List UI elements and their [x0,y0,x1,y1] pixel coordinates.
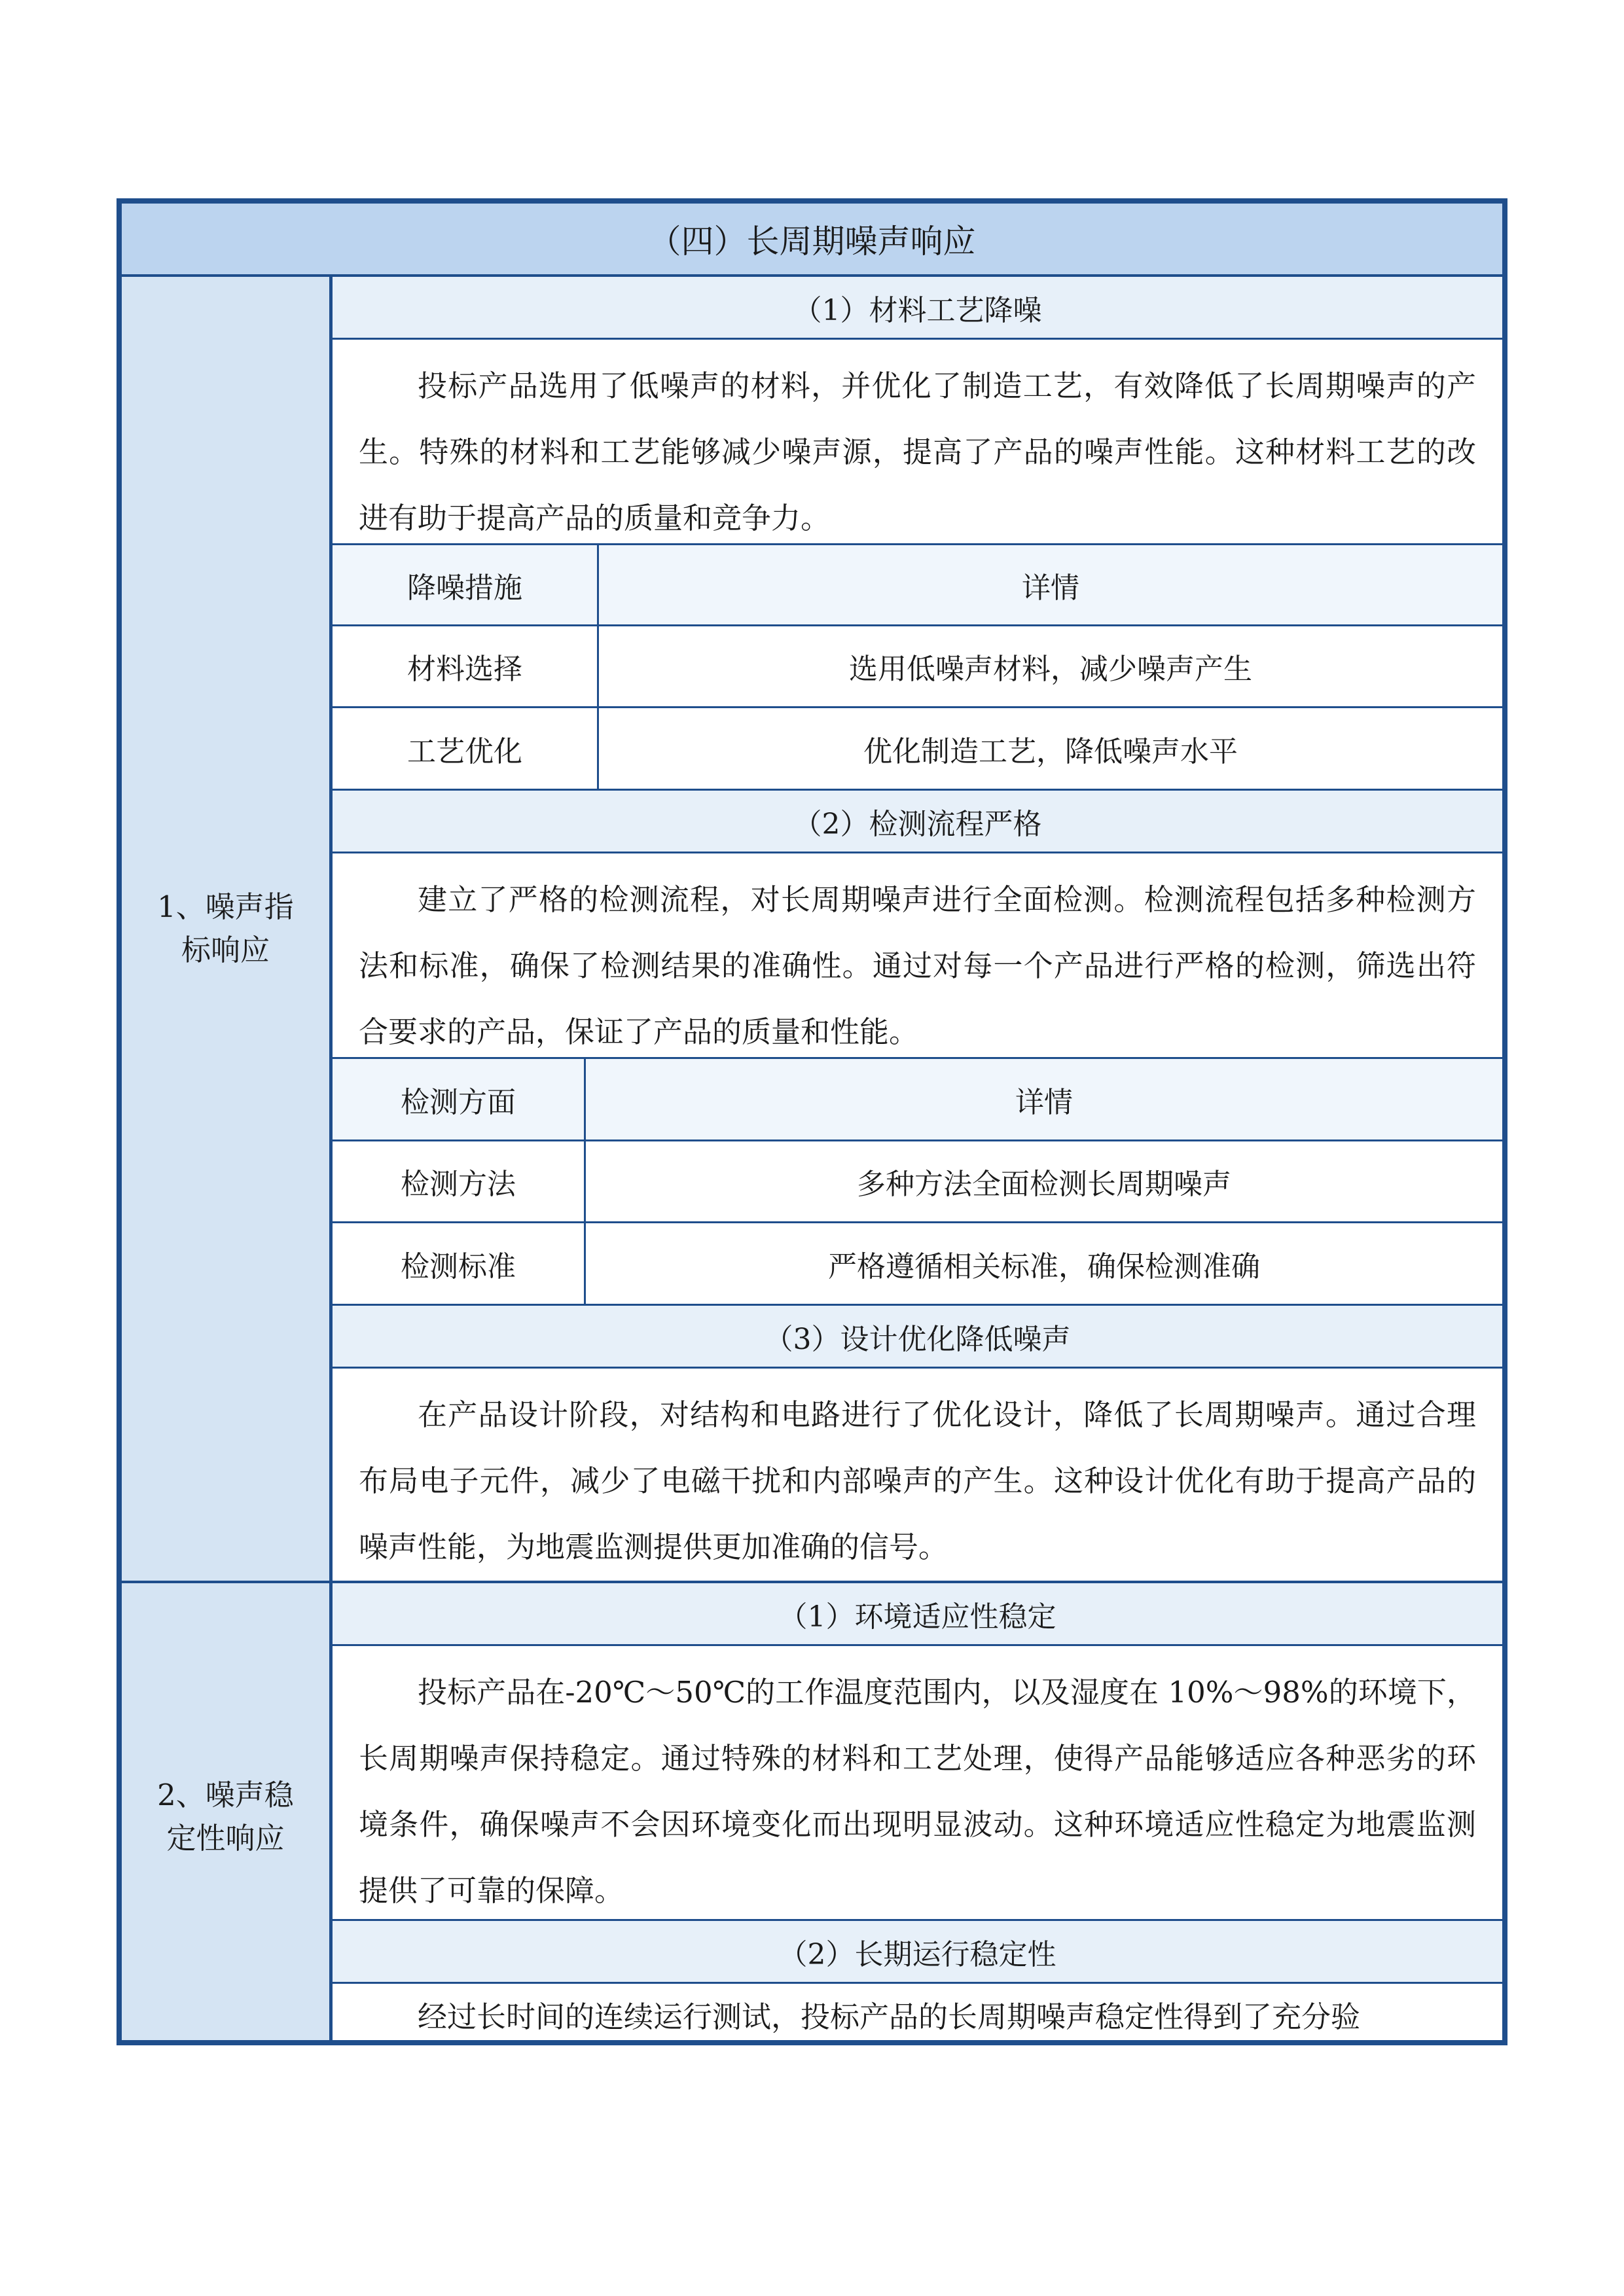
subheading-material-process: （1）材料工艺降噪 [333,277,1502,340]
section-label-noise-stability [122,1583,333,2045]
section-label-text: 2、噪声稳定性响应 [157,1778,294,1856]
subheading-environment-stability: （1）环境适应性稳定 [333,1583,1502,1646]
section-label-noise-index [122,277,333,1583]
paragraph-environment-stability: 投标产品在-20℃～50℃的工作温度范围内，以及湿度在 10%～98%的环境下，长周期噪声保持稳定。通过特殊的材料和工艺处理，使得产品能够适应各种恶劣的环境条件，确保噪声不会因环境变化而出现明显波动。这种环境适应性稳定为地震监测提供了可靠的保障。 [333,1646,1502,1921]
table-row [333,1141,1502,1223]
table-header-cell: 检测方面 [333,1059,586,1139]
table-title: （四）长周期噪声响应 [122,204,1502,277]
table-header-row [333,545,1502,626]
subheading-long-term-stability: （2）长期运行稳定性 [333,1921,1502,1984]
table-cell: 工艺优化 [333,708,599,789]
table-header-row [333,1059,1502,1141]
table-cell: 多种方法全面检测长周期噪声 [857,1168,1231,1201]
table-cell: 检测标准 [333,1223,586,1304]
table-row [333,1223,1502,1306]
paragraph-inspection-process: 建立了严格的检测流程，对长周期噪声进行全面检测。检测流程包括多种检测方法和标准，确保了检测结果的准确性。通过对每一个产品进行严格的检测，筛选出符合要求的产品，保证了产品的质量和性能。 [333,853,1502,1059]
table-cell: 选用低噪声材料，减少噪声产生 [849,653,1252,686]
table-header-cell: 降噪措施 [333,545,599,624]
subheading-design-optimization: （3）设计优化降低噪声 [333,1306,1502,1369]
table-header-cell: 详情 [1022,571,1079,605]
subheading-inspection-process: （2）检测流程严格 [333,791,1502,853]
table-cell: 材料选择 [333,626,599,706]
response-table [117,198,1507,2045]
paragraph-material-process: 投标产品选用了低噪声的材料，并优化了制造工艺，有效降低了长周期噪声的产生。特殊的材料和工艺能够减少噪声源，提高了产品的噪声性能。这种材料工艺的改进有助于提高产品的质量和竞争力。 [333,340,1502,545]
table-row [333,708,1502,791]
section-label-text: 1、噪声指标响应 [157,889,294,967]
table-cell: 优化制造工艺，降低噪声水平 [863,734,1238,768]
table-cell: 检测方法 [333,1141,586,1221]
table-cell: 严格遵循相关标准，确保检测准确 [828,1249,1260,1283]
table-row [333,626,1502,708]
paragraph-design-optimization: 在产品设计阶段，对结构和电路进行了优化设计，降低了长周期噪声。通过合理布局电子元件，减少了电磁干扰和内部噪声的产生。这种设计优化有助于提高产品的噪声性能，为地震监测提供更加准确的信号。 [333,1369,1502,1583]
paragraph-long-term-stability: 经过长时间的连续运行测试，投标产品的长周期噪声稳定性得到了充分验 [418,2000,1361,2034]
table-header-cell: 详情 [1015,1085,1073,1119]
